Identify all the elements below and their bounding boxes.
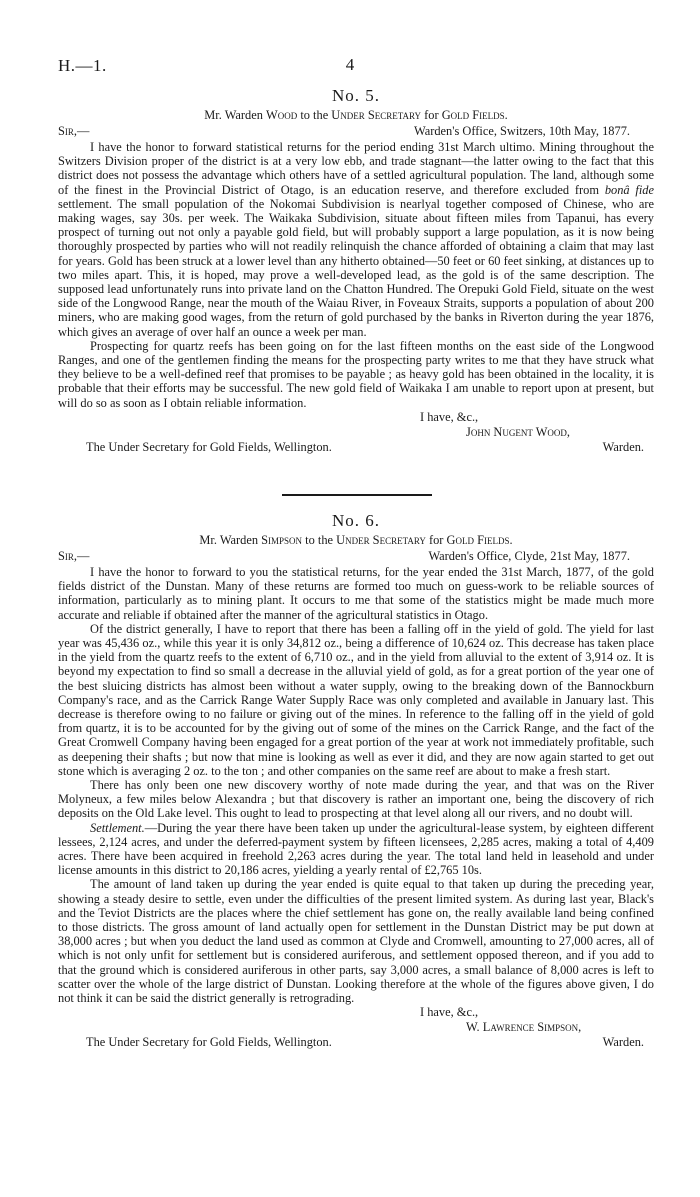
- salutation-row: [58, 124, 654, 140]
- closing: I have, &c.,: [420, 409, 479, 424]
- page-number: 4: [345, 55, 355, 74]
- signature: John Nugent Wood,: [466, 424, 571, 439]
- closing-row: [58, 1005, 654, 1020]
- signatory-title: Warden.: [602, 439, 644, 454]
- letter-no-5: [58, 86, 654, 455]
- paragraph: There has only been one new discovery worthy of note made during the year, and that was on the River Molyneux, a few miles below Alexandra ; but that discovery is rather an important one, being the discovery of rich deposits on the Old Lake level. This ought to lead to prospecting at that level along all our rivers, and no doubt will.: [58, 778, 654, 821]
- letter-no-6: [58, 511, 654, 1050]
- section-divider: [282, 494, 432, 496]
- closing-row: [58, 410, 654, 425]
- closing: I have, &c.,: [420, 1005, 479, 1020]
- salutation-row: [58, 549, 654, 565]
- addressee-row: [58, 1035, 654, 1050]
- letter-number: No. 6.: [331, 511, 381, 530]
- letter-heading: Mr. Warden Simpson to the Under Secretary for Gold Fields.: [199, 533, 513, 547]
- addressee: The Under Secretary for Gold Fields, Wellington.: [86, 439, 332, 454]
- paragraph: Of the district generally, I have to report that there has been a falling off in the yield of gold. The yield for last year was 45,436 oz., while this year it is only 34,812 oz., being a difference of 10,624 oz. This decrease has taken place in the yield from the quartz reefs to the extent of 6,710 oz., and in the yield from alluvial to the extent of 3,914 oz. It is beyond my expectation to find so small a decrease in the alluvial yield of gold, as for a great portion of the year one of the best sluicing districts has almost been without a water supply, owing to the breaking down of the Bannockburn Company's race, and as the Carrick Range Water Supply Race was only completed and available in January last. This decrease is therefore owing to no failure or giving out of the mines. In reference to the falling off in the yield of gold from quartz, it is to be accounted for by the giving out of some of the mines on the Carrick Range, and the fact of the Great Cromwell Company having been engaged for a great portion of the year at work not immediately profitable, such as deepening their shafts ; but now that mine is looking as well as ever it did, and they are now again started to get out stone which is averaging 2 oz. to the ton ; and other companies on the same reef are about to make a fresh start.: [58, 621, 654, 778]
- signature: W. Lawrence Simpson,: [466, 1020, 582, 1035]
- paragraph: I have the honor to forward to you the statistical returns, for the year ended the 31st March, 1877, of the gold fields district of the Dunstan. Many of these returns are formed too much on guess-work to be reliable sources of information, particularly as to mining plant. It occurs to me that some of the statistics might be made much more accurate and reliable if obtained after the manner of the agricultural statistics in Otago.: [58, 565, 654, 622]
- paragraph: The amount of land taken up during the year ended is quite equal to that taken up during the preceding year, showing a steady desire to settle, even under the difficulties of the present limited system. As during last year, Black's and the Teviot Districts are the places where the chief settlement has gone on, the really available land being confined to those districts. The gross amount of land actually open for settlement in the Dunstan District may be put down at 38,000 acres ; but when you deduct the land used as common at Clyde and Cromwell, amounting to 27,000 acres, all of which is not only unfit for settlement but is considered auriferous, and settlement opposed thereon, and if you add to that the ground which is considered auriferous in other parts, say 3,000 acres, a small balance of 8,000 acres is left to scatter over the whole of the large district of Dunstan. Looking therefore at the whole of the figures above given, I do not think it can be said the district generally is retrograding.: [58, 877, 654, 1006]
- office-dateline: Warden's Office, Switzers, 10th May, 1877.: [414, 124, 630, 138]
- signature-row: [58, 1020, 654, 1035]
- salutation: Sir,—: [58, 549, 90, 563]
- paragraph: Settlement.—During the year there have been taken up under the agricultural-lease system, by eighteen different lessees, 2,124 acres, and under the deferred-payment system by fifteen licensees, 2,285 acres, making a total of 4,409 acres. There have been acquired in freehold 2,263 acres during the year. The total land held in leasehold and under license amounts in this district to 20,186 acres, yielding a yearly rental of £2,765 10s.: [58, 820, 654, 878]
- office-dateline: Warden's Office, Clyde, 21st May, 1877.: [428, 549, 630, 563]
- parliamentary-paper-code: H.—1.: [58, 56, 107, 75]
- paragraph: Prospecting for quartz reefs has been going on for the last fifteen months on the east side of the Longwood Ranges, and one of the gentlemen finding the means for the prospecting party writes to me that they have struck what they believe to be a well-defined reef that promises to be payable ; as heavy gold has been obtained in the locality, it is probable that their efforts may be successful. The new gold field of Waikaka I am unable to report upon at present, but will do so as soon as I obtain reliable information.: [58, 338, 654, 410]
- letter-heading: Mr. Warden Wood to the Under Secretary for Gold Fields.: [204, 108, 508, 122]
- salutation: Sir,—: [58, 124, 90, 138]
- sender-name: Wood: [266, 108, 298, 122]
- sender-name: Simpson: [261, 533, 303, 547]
- signatory-title: Warden.: [602, 1035, 644, 1050]
- addressee-row: [58, 440, 654, 455]
- addressee: The Under Secretary for Gold Fields, Wellington.: [86, 1035, 332, 1050]
- signature-row: [58, 425, 654, 440]
- paragraph: I have the honor to forward statistical returns for the period ending 31st March ultimo. Mining throughout the Switzers Division proper of the district is at a very low ebb, and trade stagnant—the latter owing to the fact that this district does not possess the advantage which others have of a settled agricultural population. The land, although some of the finest in the Provincial District of Otago, is an education reserve, and therefore excluded from bonâ fide settlement. The small population of the Nokomai Subdivision is nearlyal together composed of Chinese, who are making wages, say 30s. per week. The Waikaka Subdivision, situate about fifteen miles from Tapanui, has every prospect of turning out not only a payable gold field, but will probably support a large population, as it is now being thoroughly prospected by parties who will not readily relinquish the chance afforded of obtaining a claim that may last for years. Gold has been struck at a lower level than any hitherto obtained—50 feet or 60 feet sinking, at distances up to two miles apart. This, it is hoped, may prove a well-developed lead, as the gold is of the same description. The supposed lead unfortunately runs into private land on the Chatton Hundred. The Orepuki Gold Field, situate on the west side of the Longwood Range, near the mouth of the Waiau River, in Foveaux Straits, supports a population of about 200 miners, who are making good wages, from the return of gold purchased by the banks in Riverton during the year 1876, which gives an average of over half an ounce a week per man.: [58, 140, 654, 339]
- letter-number: No. 5.: [331, 86, 381, 105]
